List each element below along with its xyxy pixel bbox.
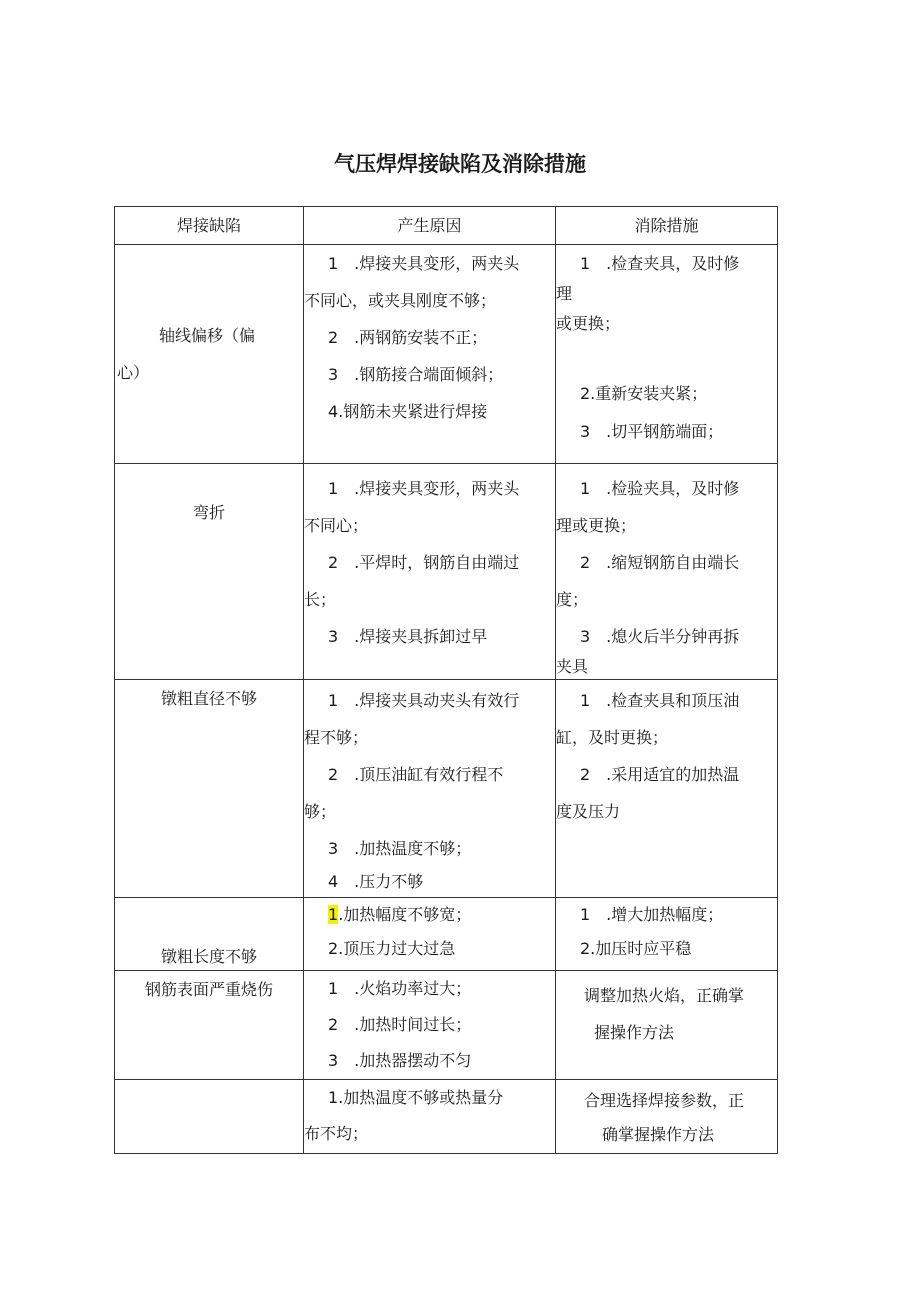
defect-cell <box>115 898 304 971</box>
table-row <box>115 464 778 680</box>
defect-cell <box>115 245 304 464</box>
cause-line: 3 .加热温度不够； <box>328 839 472 858</box>
remedy-line: 度； <box>556 590 589 609</box>
remedy-line: 握操作方法 <box>594 1023 675 1042</box>
defect-text: 轴线偏移（偏 <box>159 326 256 345</box>
header-defect: 焊接缺陷 <box>115 207 304 245</box>
highlight-mark: 1 <box>328 905 339 924</box>
remedy-cell <box>556 971 778 1080</box>
table-row <box>115 680 778 898</box>
cause-cell <box>304 464 556 680</box>
cause-line <box>304 898 555 932</box>
remedy-line: 合理选择焊接参数，正 <box>584 1091 745 1110</box>
remedy-cell <box>556 1080 778 1154</box>
cause-line: 1 .焊接夹具动夹头有效行 <box>328 691 520 710</box>
remedy-line: 理 <box>556 284 573 303</box>
remedy-line: 2.重新安装夹紧； <box>580 384 708 403</box>
defect-text: 心） <box>117 363 150 382</box>
defect-text: 镦粗长度不够 <box>160 947 257 966</box>
cause-line: 3 .钢筋接合端面倾斜； <box>328 365 504 384</box>
remedy-line: 2 .采用适宜的加热温 <box>580 765 740 784</box>
header-cause: 产生原因 <box>304 207 556 245</box>
remedy-line: 2 .缩短钢筋自由端长 <box>580 553 740 572</box>
defect-text: 镦粗直径不够 <box>160 689 257 708</box>
remedy-line: 1 .检查夹具，及时修 <box>580 254 740 273</box>
remedy-line: 夹具 <box>556 657 589 676</box>
cause-line: 程不够； <box>304 728 369 747</box>
defect-cell <box>115 1080 304 1154</box>
cause-line: 1 .焊接夹具变形，两夹头 <box>328 479 520 498</box>
defect-text: 弯折 <box>192 503 225 522</box>
defect-cell <box>115 464 304 680</box>
remedy-line: 调整加热火焰，正确掌 <box>584 986 745 1005</box>
remedy-cell <box>556 898 778 971</box>
cause-line: 1.加热温度不够或热量分 <box>328 1088 504 1107</box>
table-header-row <box>115 207 778 245</box>
cause-line: 1 .火焰功率过大； <box>328 979 472 998</box>
cause-line: 不同心，或夹具刚度不够； <box>304 291 497 310</box>
remedy-line: 或更换； <box>556 314 621 333</box>
remedy-line: 1 .检查夹具和顶压油 <box>580 691 740 710</box>
cause-line: 长； <box>304 590 337 609</box>
defect-cell <box>115 680 304 898</box>
cause-line: 2 .平焊时，钢筋自由端过 <box>328 553 520 572</box>
remedy-line: 3 .熄火后半分钟再拆 <box>580 627 740 646</box>
remedy-line: 确掌握操作方法 <box>602 1125 715 1144</box>
cause-line: 2.顶压力过大过急 <box>328 939 456 958</box>
cause-line: 够； <box>304 802 337 821</box>
cause-cell <box>304 245 556 464</box>
cause-line: 不同心； <box>304 516 369 535</box>
remedy-line: 1 .检验夹具，及时修 <box>580 479 740 498</box>
table-row <box>115 1080 778 1154</box>
defects-table <box>114 206 778 1154</box>
remedy-line: 度及压力 <box>556 802 621 821</box>
page-title: 气压焊焊接缺陷及消除措施 <box>334 152 586 176</box>
defect-cell <box>115 971 304 1080</box>
cause-text: .加热幅度不够宽； <box>338 905 472 924</box>
cause-line: 2 .顶压油缸有效行程不 <box>328 765 504 784</box>
cause-line: 4 .压力不够 <box>328 872 424 891</box>
table-row <box>115 971 778 1080</box>
cause-line: 2 .加热时间过长； <box>328 1015 472 1034</box>
remedy-line: 1 .增大加热幅度； <box>580 905 724 924</box>
table-row <box>115 898 778 971</box>
remedy-cell <box>556 680 778 898</box>
cause-line: 1 .焊接夹具变形，两夹头 <box>328 254 520 273</box>
remedy-line: 缸，及时更换； <box>556 728 669 747</box>
remedy-cell <box>556 464 778 680</box>
remedy-cell <box>556 245 778 464</box>
cause-cell <box>304 680 556 898</box>
cause-line: 3 .加热器摆动不匀 <box>328 1051 472 1070</box>
defect-text: 钢筋表面严重烧伤 <box>144 980 273 999</box>
cause-cell <box>304 898 556 971</box>
cause-line: 2 .两钢筋安装不正； <box>328 328 488 347</box>
cause-line: 4.钢筋未夹紧进行焊接 <box>328 402 488 421</box>
header-remedy: 消除措施 <box>556 207 778 245</box>
remedy-line: 2.加压时应平稳 <box>580 939 692 958</box>
table-row <box>115 245 778 464</box>
cause-line: 3 .焊接夹具拆卸过早 <box>328 627 488 646</box>
cause-line: 布不均； <box>304 1124 369 1143</box>
remedy-line: 理或更换； <box>556 516 637 535</box>
cause-cell <box>304 1080 556 1154</box>
remedy-line: 3 .切平钢筋端面； <box>580 422 724 441</box>
cause-cell <box>304 971 556 1080</box>
